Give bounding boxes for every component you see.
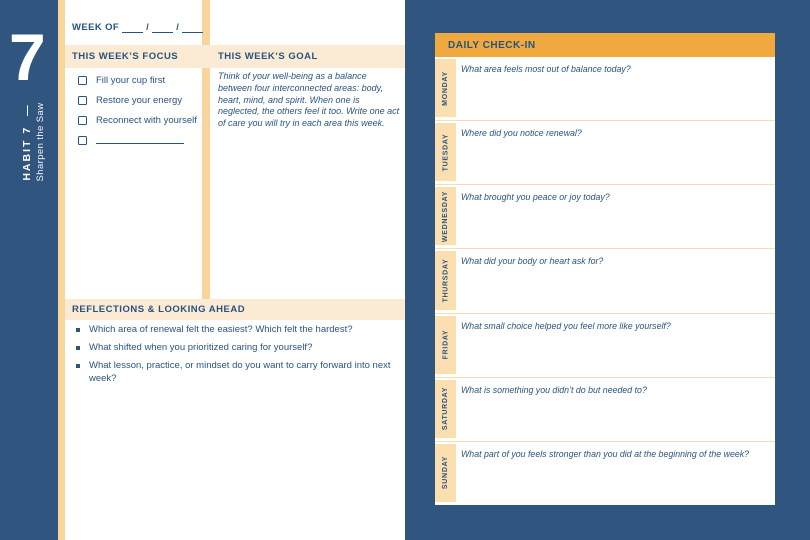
day-label: MONDAY (442, 70, 450, 106)
answer-area[interactable] (456, 121, 775, 184)
reflection-item (76, 360, 391, 385)
left-planner-page (58, 0, 405, 540)
focus-heading: THIS WEEK’S FOCUS (72, 51, 179, 62)
reflection-item (76, 324, 391, 337)
day-row-tuesday (435, 121, 775, 185)
bullet-icon (76, 328, 80, 332)
day-question: What small choice helped you feel more like yourself? (461, 320, 671, 331)
day-cell (435, 380, 456, 438)
answer-area[interactable] (456, 378, 775, 441)
day-row-monday (435, 57, 775, 121)
day-cell (435, 59, 456, 117)
focus-checklist (78, 75, 203, 155)
answer-area[interactable] (456, 314, 775, 377)
week-date-field-3[interactable] (182, 24, 203, 33)
date-separator: / (176, 22, 180, 33)
day-label: WEDNESDAY (442, 190, 450, 242)
day-question: What brought you peace or joy today? (461, 192, 610, 203)
habit-label: HABIT 7 (20, 125, 33, 181)
bullet-icon (76, 364, 80, 368)
day-question: What is something you didn’t do but needed to? (461, 384, 647, 395)
daily-rows (435, 57, 775, 505)
day-label: THURSDAY (442, 258, 450, 303)
week-of-row (72, 22, 203, 33)
day-cell (435, 123, 456, 181)
day-label: FRIDAY (442, 329, 449, 360)
reflections-heading: REFLECTIONS & LOOKING AHEAD (72, 304, 246, 315)
checkbox[interactable] (78, 116, 87, 125)
week-of-label: WEEK OF (72, 22, 120, 33)
reflections-list (76, 324, 391, 391)
answer-area[interactable] (456, 185, 775, 248)
daily-check-in-panel (435, 33, 775, 505)
day-label: SATURDAY (442, 387, 450, 431)
reflection-item (76, 342, 391, 355)
write-in-line[interactable] (96, 136, 184, 144)
day-row-thursday (435, 249, 775, 313)
day-cell (435, 316, 456, 374)
day-question: What part of you feels stronger than you did at the beginning of the week? (461, 448, 750, 459)
bullet-icon (76, 346, 80, 350)
habit-number: 7 (9, 20, 46, 94)
goal-text: Think of your well-being as a balance between four interconnected areas: body, heart, mind, and spirit. When one is neglected, the others feel it too. Write one act of care you will try in each area this week. (218, 71, 400, 129)
day-question: What area feels most out of balance today? (461, 64, 631, 74)
page-edge-strip (58, 0, 65, 540)
checkbox[interactable] (78, 76, 87, 85)
week-date-field-2[interactable] (152, 24, 173, 33)
day-label: TUESDAY (442, 133, 449, 172)
day-label: SUNDAY (442, 456, 449, 490)
daily-check-in-heading: DAILY CHECK-IN (435, 33, 775, 57)
focus-item-blank (78, 135, 203, 145)
day-row-friday (435, 314, 775, 378)
day-question: Where did you notice renewal? (461, 128, 582, 139)
checkbox[interactable] (78, 96, 87, 105)
day-cell (435, 444, 456, 502)
focus-item-label: Restore your energy (96, 94, 183, 106)
day-row-wednesday (435, 185, 775, 249)
week-date-field-1[interactable] (122, 24, 143, 33)
answer-area[interactable] (456, 249, 775, 312)
focus-item-label: Reconnect with yourself (96, 114, 197, 126)
reflection-text: What shifted when you prioritized caring for yourself? (89, 342, 313, 353)
focus-item (78, 75, 203, 85)
day-row-sunday (435, 442, 775, 505)
habit-vertical-title (20, 87, 46, 197)
focus-item (78, 115, 203, 125)
focus-item (78, 95, 203, 105)
answer-area[interactable] (456, 57, 775, 120)
goal-heading: THIS WEEK’S GOAL (218, 51, 318, 62)
day-question: What did your body or heart ask for? (461, 256, 604, 267)
answer-area[interactable] (456, 442, 775, 505)
habit-dash: — (20, 103, 33, 116)
habit-label-line (21, 103, 33, 180)
reflection-text: Which area of renewal felt the easiest? Which felt the hardest? (89, 324, 353, 335)
focus-item-label: Fill your cup first (96, 74, 166, 86)
checkbox[interactable] (78, 136, 87, 145)
day-cell (435, 251, 456, 309)
reflection-text: What lesson, practice, or mindset do you want to carry forward into next week? (89, 360, 391, 384)
day-row-saturday (435, 378, 775, 442)
habit-subtitle: Sharpen the Saw (34, 102, 46, 182)
day-cell (435, 187, 456, 245)
date-separator: / (146, 22, 150, 33)
